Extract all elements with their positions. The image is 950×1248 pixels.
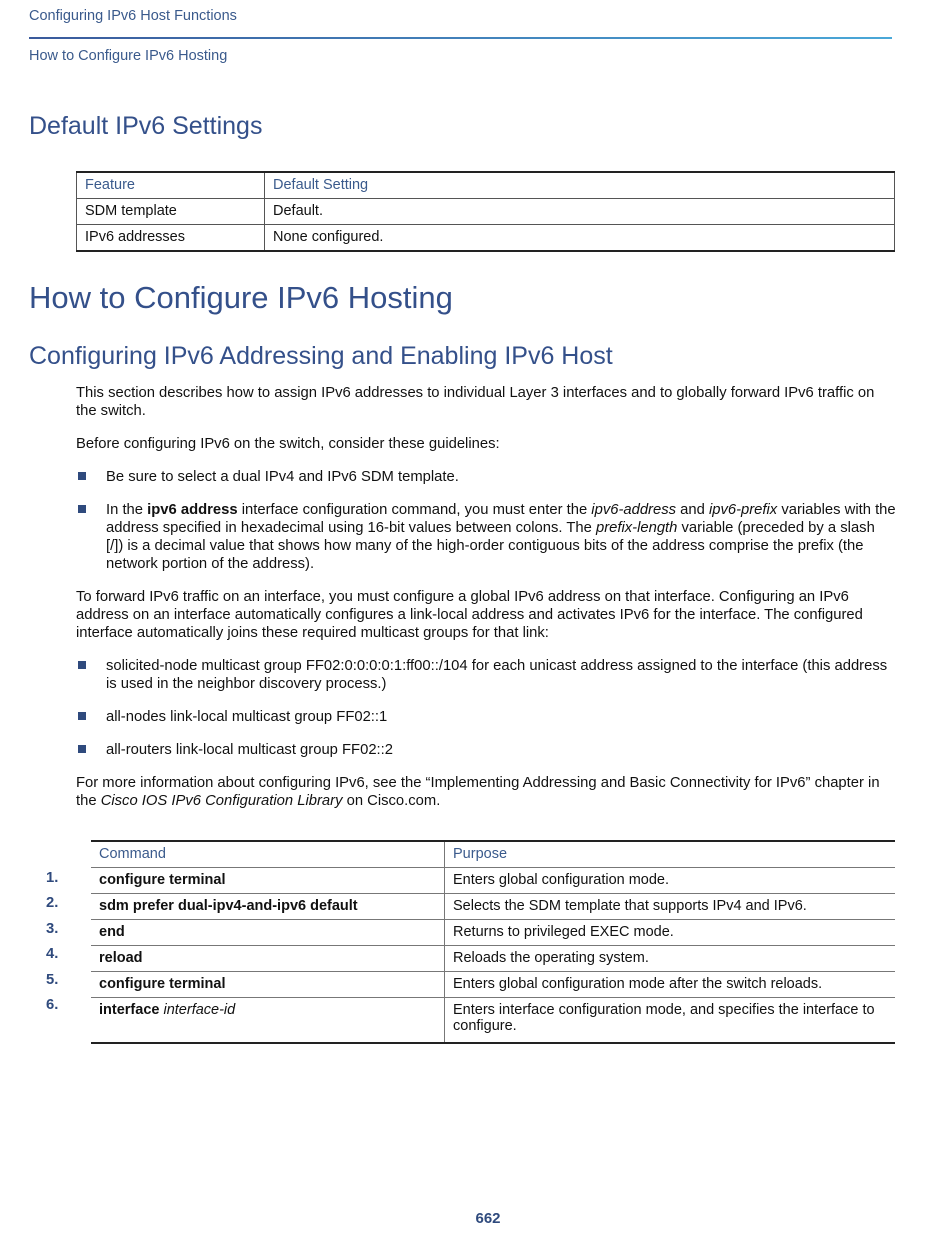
command-cell <box>91 972 445 998</box>
page-number: 662 <box>475 1210 501 1227</box>
book-title: Cisco IOS IPv6 Configuration Library <box>100 793 343 809</box>
table-row <box>91 946 895 972</box>
step-number: 4. <box>46 946 59 962</box>
table-row <box>91 894 895 920</box>
purpose-cell: Returns to privileged EXEC mode. <box>445 920 896 946</box>
purpose-cell: Selects the SDM template that supports IPv4 and IPv6. <box>445 894 896 920</box>
purpose-cell: Enters global configuration mode after the switch reloads. <box>445 972 896 998</box>
bullet-square-icon <box>78 712 86 720</box>
table-row <box>91 972 895 998</box>
table-header-row <box>77 172 895 199</box>
bullet-text: solicited-node multicast group FF02:0:0:0:0:1:ff00::/104 for each unicast address assigned to the interface (this address is used in the neighbor discovery process.) <box>106 658 888 692</box>
bullet-text: all-routers link-local multicast group FF02::2 <box>106 742 394 758</box>
table-header-row <box>91 841 895 868</box>
command-text: configure terminal <box>99 976 226 992</box>
running-header-chapter: Configuring IPv6 Host Functions <box>29 8 237 24</box>
command-argument: interface-id <box>163 1002 236 1018</box>
step-number: 1. <box>46 870 59 886</box>
running-header-section: How to Configure IPv6 Hosting <box>29 48 228 64</box>
table-row <box>77 199 895 225</box>
command-text: reload <box>99 950 143 966</box>
step-number: 2. <box>46 895 59 911</box>
table-row <box>91 998 895 1044</box>
command-text: sdm prefer dual-ipv4-and-ipv6 default <box>99 898 358 914</box>
bullet-text <box>106 501 896 573</box>
text-run: interface configuration command, you must enter the <box>237 502 592 518</box>
step-number: 3. <box>46 921 59 937</box>
variable-name: ipv6-prefix <box>708 502 778 518</box>
bullet-square-icon <box>78 505 86 513</box>
table-header-cell: Command <box>91 841 445 868</box>
table-header-cell: Purpose <box>445 841 896 868</box>
purpose-cell: Enters global configuration mode. <box>445 868 896 894</box>
text-run: and <box>676 502 709 518</box>
table-row <box>77 225 895 252</box>
table-row <box>91 920 895 946</box>
forward-paragraph: To forward IPv6 traffic on an interface, you must configure a global IPv6 address on that interface. Configuring an IPv6 address on an interface automatically configures a link-local address and activates IPv6 for the interface. The configured interface automatically joins these required multicast groups for that link: <box>76 589 863 641</box>
text-run: variable (preceded by a slash [/]) is a decimal value that shows how many of the high-order contiguous bits of the address comprise the prefix (the network portion of the address). <box>106 520 875 572</box>
table-cell: None configured. <box>265 225 895 252</box>
command-text: end <box>99 924 125 940</box>
command-cell <box>91 946 445 972</box>
bullet-square-icon <box>78 661 86 669</box>
step-number: 6. <box>46 997 59 1013</box>
guidelines-lead: Before configuring IPv6 on the switch, consider these guidelines: <box>76 436 500 452</box>
config-heading: Configuring IPv6 Addressing and Enabling IPv6 Host <box>29 342 613 370</box>
more-info-paragraph <box>76 774 896 810</box>
text-run: For more information about configuring IPv6, see the “Implementing Addressing and Basic Connectivity for IPv6” chapter in the <box>76 775 880 809</box>
table-cell: IPv6 addresses <box>77 225 265 252</box>
steps-table <box>91 840 895 1044</box>
command-cell <box>91 920 445 946</box>
default-settings-table <box>76 171 895 252</box>
text-run: variables with the address specified in hexadecimal using 16-bit values between colons. The <box>106 502 896 536</box>
text-run: on Cisco.com. <box>342 793 441 809</box>
purpose-cell: Reloads the operating system. <box>445 946 896 972</box>
default-settings-heading: Default IPv6 Settings <box>29 112 263 140</box>
variable-name: prefix-length <box>595 520 678 536</box>
command-cell <box>91 894 445 920</box>
text-run: In the <box>106 502 148 518</box>
table-header-cell: Default Setting <box>265 172 895 199</box>
step-number: 5. <box>46 972 59 988</box>
command-text: interface <box>99 1002 160 1018</box>
intro-paragraph: This section describes how to assign IPv6 addresses to individual Layer 3 interfaces and to globally forward IPv6 traffic on the switch. <box>76 385 875 419</box>
table-cell: Default. <box>265 199 895 225</box>
command-cell <box>91 868 445 894</box>
bullet-square-icon <box>78 472 86 480</box>
bullet-square-icon <box>78 745 86 753</box>
table-cell: SDM template <box>77 199 265 225</box>
purpose-cell: Enters interface configuration mode, and specifies the interface to configure. <box>445 998 896 1044</box>
table-header-cell: Feature <box>77 172 265 199</box>
howto-heading: How to Configure IPv6 Hosting <box>29 280 453 315</box>
bullet-text: Be sure to select a dual IPv4 and IPv6 SDM template. <box>106 469 459 485</box>
table-row <box>91 868 895 894</box>
bullet-text: all-nodes link-local multicast group FF02::1 <box>106 709 388 725</box>
command-text: configure terminal <box>99 872 226 888</box>
command-keyword: ipv6 address <box>147 502 238 518</box>
variable-name: ipv6-address <box>591 502 677 518</box>
command-cell <box>91 998 445 1044</box>
header-rule <box>29 37 892 39</box>
